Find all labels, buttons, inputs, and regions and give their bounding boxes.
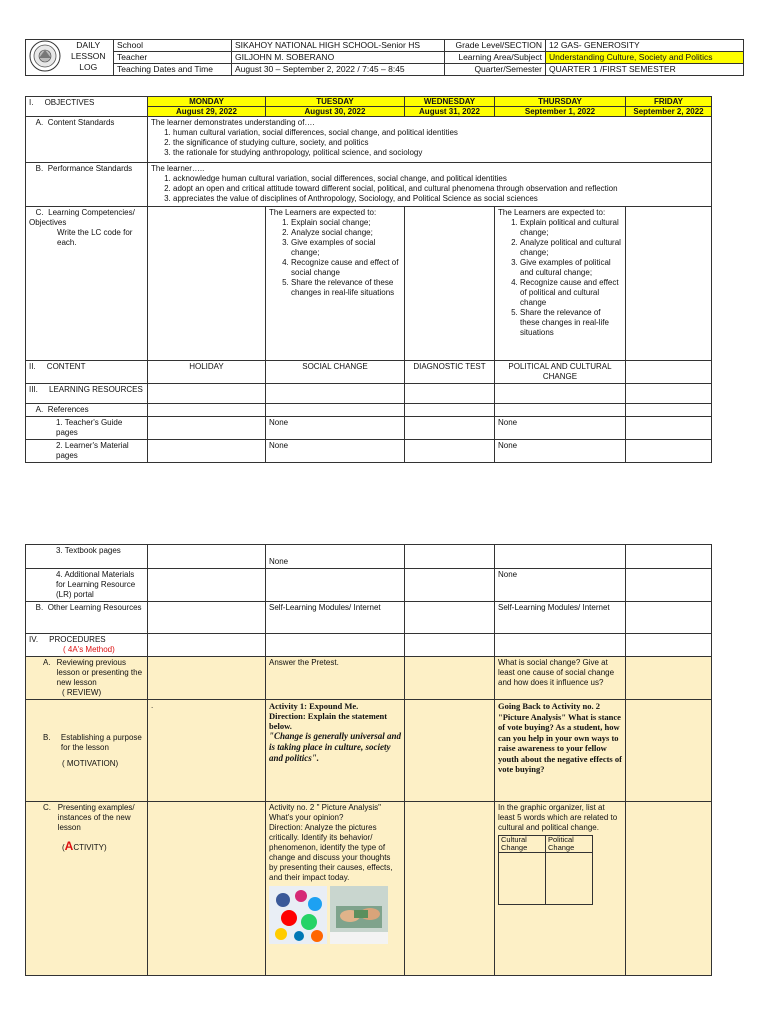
empty-cell	[148, 657, 266, 700]
list-item: 3. Give examples of social change;	[291, 238, 401, 258]
learning-area-value: Understanding Culture, Society and Politics	[546, 52, 744, 64]
empty-cell	[405, 384, 495, 404]
empty-cell	[495, 404, 626, 417]
dll-title-line: DAILY	[76, 40, 101, 50]
references-label	[26, 404, 148, 417]
empty-cell	[148, 569, 266, 602]
performance-standards-label	[26, 163, 148, 207]
empty-cell	[626, 802, 712, 976]
motivation-monday: .	[148, 700, 266, 802]
activity-tuesday	[266, 802, 405, 976]
empty-cell	[405, 602, 495, 634]
objectives-label: OBJECTIVES	[44, 98, 95, 107]
content-friday	[626, 361, 712, 384]
activity-direction: Direction: Analyze the pictures critically. Identify its behavior/ phenomenon, identify the type of change and discuss your thoughts by presenting their causes, effects, and their impact today.	[269, 823, 393, 882]
empty-cell	[148, 417, 266, 440]
empty-cell	[626, 634, 712, 657]
activity-label	[26, 802, 148, 976]
empty-cell	[148, 802, 266, 976]
phase-tag: ( REVIEW)	[62, 688, 102, 697]
textbook-label: 3. Textbook pages	[26, 545, 148, 569]
row-letter: B.	[35, 164, 44, 173]
other-resources-label	[26, 602, 148, 634]
list-item: 2. Analyze political and cultural change;	[520, 238, 622, 258]
quarter-value: QUARTER 1 /FIRST SEMESTER	[546, 64, 744, 76]
activity-instruction: In the graphic organizer, list at least 5 words which are related to cultural and political change.	[498, 803, 618, 832]
empty-cell	[626, 404, 712, 417]
date-tuesday: August 30, 2022	[266, 107, 405, 117]
review-tuesday: Answer the Pretest.	[266, 657, 405, 700]
empty-cell	[626, 545, 712, 569]
dates-label: Teaching Dates and Time	[114, 64, 232, 76]
empty-cell	[148, 634, 266, 657]
empty-cell	[405, 634, 495, 657]
date-thursday: September 1, 2022	[495, 107, 626, 117]
organizer-political-header: Political Change	[546, 836, 593, 853]
vote-buying-photo-image	[330, 886, 388, 944]
date-monday: August 29, 2022	[148, 107, 266, 117]
row-letter: A.	[35, 405, 44, 414]
row-letter: B.	[35, 603, 44, 612]
day-friday: FRIDAY	[626, 97, 712, 107]
empty-cell	[405, 569, 495, 602]
graphic-organizer	[498, 835, 593, 905]
empty-cell	[266, 634, 405, 657]
empty-cell	[148, 440, 266, 463]
teachers-guide-tuesday: None	[266, 417, 405, 440]
empty-cell	[148, 384, 266, 404]
empty-cell	[266, 569, 405, 602]
picture-analysis-images	[269, 886, 401, 944]
list-item: 4. Recognize cause and effect of social change	[291, 258, 401, 278]
row-label: Performance Standards	[47, 164, 133, 173]
review-label	[26, 657, 148, 700]
list-item: 2. adopt an open and critical attitude toward different social, political, and cultural phenomena through observation and reflection	[173, 184, 708, 194]
activity-title: Activity 1: Expound Me.	[269, 701, 359, 711]
row-label: Other Learning Resources	[47, 603, 142, 612]
learners-material-tuesday: None	[266, 440, 405, 463]
empty-cell	[626, 569, 712, 602]
list-item: 3. the rationale for studying anthropology, political science, and sociology	[173, 148, 708, 158]
date-wednesday: August 31, 2022	[405, 107, 495, 117]
list-item: 1. human cultural variation, social differences, social change, and political identities	[173, 128, 708, 138]
activity-question: What's your opinion?	[269, 813, 344, 822]
list-item: 3. Give examples of political and cultural change;	[520, 258, 622, 278]
empty-cell	[405, 417, 495, 440]
organizer-cultural-header: Cultural Change	[499, 836, 546, 853]
row-letter: A.	[43, 658, 51, 667]
content-tuesday: SOCIAL CHANGE	[266, 361, 405, 384]
competencies-monday	[148, 207, 266, 361]
header-table	[25, 39, 744, 76]
section-number: IV.	[29, 635, 39, 644]
row-label: CONTENT	[46, 362, 86, 371]
motivation-label	[26, 700, 148, 802]
empty-cell	[148, 602, 266, 634]
teacher-value: GILJOHN M. SOBERANO	[232, 52, 445, 64]
phase-tag: ( MOTIVATION)	[62, 758, 119, 768]
competencies-wednesday	[405, 207, 495, 361]
learners-material-thursday: None	[495, 440, 626, 463]
empty-cell	[266, 384, 405, 404]
content-wednesday: DIAGNOSTIC TEST	[405, 361, 495, 384]
list-item: 3. appreciates the value of disciplines of Anthropology, Sociology, and Political Science as social sciences	[173, 194, 708, 204]
section-number: I.	[29, 98, 34, 107]
empty-cell	[626, 602, 712, 634]
additional-materials-label: 4. Additional Materials for Learning Resource (LR) portal	[26, 569, 148, 602]
school-label: School	[114, 40, 232, 52]
grade-label: Grade Level/SECTION	[445, 40, 546, 52]
standards-intro: The learner demonstrates understanding of….	[151, 118, 315, 127]
list-item: 1. Explain social change;	[291, 218, 401, 228]
activity-quote: "Change is generally universal and is taking place in culture, society and politics".	[269, 731, 402, 763]
empty-cell	[626, 384, 712, 404]
competency-intro: The Learners are expected to:	[498, 208, 606, 217]
activity-thursday	[495, 802, 626, 976]
other-resources-thursday: Self-Learning Modules/ Internet	[495, 602, 626, 634]
method-label: ( 4A's Method)	[63, 645, 115, 654]
empty-cell	[405, 657, 495, 700]
activity-direction: Direction: Explain the statement below.	[269, 711, 388, 731]
row-letter: C.	[43, 803, 51, 812]
content-standards-text	[148, 117, 712, 163]
quarter-label: Quarter/Semester	[445, 64, 546, 76]
empty-cell	[405, 404, 495, 417]
list-item: 5. Share the relevance of these changes in real-life situations	[520, 308, 622, 338]
school-value: SIKAHOY NATIONAL HIGH SCHOOL-Senior HS	[232, 40, 445, 52]
organizer-cultural-cell	[499, 853, 546, 905]
teacher-label: Teacher	[114, 52, 232, 64]
phase-tag: (ACTIVITY)	[62, 839, 107, 853]
grade-value: 12 GAS- GENEROSITY	[546, 40, 744, 52]
activity-title: Activity no. 2 " Picture Analysis"	[269, 803, 381, 812]
procedures-label	[26, 634, 148, 657]
dll-title-line: LOG	[79, 62, 98, 72]
empty-cell	[626, 440, 712, 463]
empty-cell	[148, 545, 266, 569]
content-monday: HOLIDAY	[148, 361, 266, 384]
list-item: 4. Recognize cause and effect of political and cultural change	[520, 278, 622, 308]
row-letter: A.	[35, 118, 44, 127]
deped-seal-icon	[29, 40, 61, 72]
resources-label	[26, 384, 148, 404]
empty-cell	[405, 802, 495, 976]
teachers-guide-label: 1. Teacher's Guide pages	[26, 417, 148, 440]
row-label: Content Standards	[47, 118, 115, 127]
social-media-collage-image	[269, 886, 327, 944]
motivation-tuesday	[266, 700, 405, 802]
content-thursday: POLITICAL AND CULTURAL CHANGE	[495, 361, 626, 384]
row-letter: C.	[35, 208, 44, 217]
organizer-political-cell	[546, 853, 593, 905]
day-tuesday: TUESDAY	[266, 97, 405, 107]
empty-cell	[495, 384, 626, 404]
empty-cell	[626, 417, 712, 440]
row-label: References	[47, 405, 89, 414]
empty-cell	[266, 404, 405, 417]
empty-cell	[495, 545, 626, 569]
section-number: II.	[29, 362, 36, 371]
empty-cell	[495, 634, 626, 657]
empty-cell	[405, 700, 495, 802]
phase-tag-initial: A	[64, 839, 74, 853]
content-standards-label	[26, 117, 148, 163]
content-label	[26, 361, 148, 384]
competencies-friday	[626, 207, 712, 361]
competencies-label	[26, 207, 148, 361]
row-label: Establishing a purpose for the lesson	[60, 732, 142, 752]
empty-cell	[626, 700, 712, 802]
additional-materials-thursday: None	[495, 569, 626, 602]
list-item: 1. acknowledge human cultural variation, social differences, social change, and political identities	[173, 174, 708, 184]
empty-cell	[148, 404, 266, 417]
teachers-guide-thursday: None	[495, 417, 626, 440]
textbook-tuesday: None	[266, 545, 405, 569]
list-item: 2. the significance of studying culture, society, and politics	[173, 138, 708, 148]
dll-title	[64, 40, 114, 76]
performance-standards-text	[148, 163, 712, 207]
day-thursday: THURSDAY	[495, 97, 626, 107]
lc-note: Write the LC code for each.	[57, 228, 133, 247]
date-friday: September 2, 2022	[626, 107, 712, 117]
dll-title-line: LESSON	[71, 51, 106, 61]
day-monday: MONDAY	[148, 97, 266, 107]
learners-material-label: 2. Learner's Material pages	[26, 440, 148, 463]
objectives-header	[26, 97, 148, 117]
section-number: III.	[29, 385, 38, 394]
day-wednesday: WEDNESDAY	[405, 97, 495, 107]
list-item: 2. Analyze social change;	[291, 228, 401, 238]
other-resources-tuesday: Self-Learning Modules/ Internet	[266, 602, 405, 634]
competencies-thursday	[495, 207, 626, 361]
standards-intro: The learner…..	[151, 164, 205, 173]
lesson-table-1	[25, 96, 712, 463]
row-letter: B.	[43, 732, 51, 742]
deped-logo-cell	[26, 40, 64, 76]
lesson-table-2	[25, 544, 712, 976]
competencies-tuesday	[266, 207, 405, 361]
row-label: Reviewing previous lesson or presenting the new lesson	[56, 658, 143, 687]
competency-intro: The Learners are expected to:	[269, 208, 377, 217]
dates-value: August 30 – September 2, 2022 / 7:45 – 8:45	[232, 64, 445, 76]
learning-area-label: Learning Area/Subject	[445, 52, 546, 64]
list-item: 5. Share the relevance of these changes in real-life situations	[291, 278, 401, 298]
list-item: 1. Explain political and cultural change;	[520, 218, 622, 238]
row-label: PROCEDURES	[49, 635, 106, 644]
motivation-thursday: Going Back to Activity no. 2 "Picture Analysis" What is stance of vote buying? As a student, how can you help in your own ways to raise awareness to your fellow youth about the negative effects of vote buying?	[495, 700, 626, 802]
row-label: Presenting examples/ instances of the new lesson	[57, 803, 135, 832]
review-thursday: What is social change? Give at least one cause of social change and how does it influence us?	[495, 657, 626, 700]
empty-cell	[405, 440, 495, 463]
empty-cell	[405, 545, 495, 569]
row-label: Learning Competencies/ Objectives	[29, 208, 135, 227]
phase-tag-rest: CTIVITY)	[73, 843, 107, 852]
empty-cell	[626, 657, 712, 700]
row-label: LEARNING RESOURCES	[49, 385, 143, 394]
